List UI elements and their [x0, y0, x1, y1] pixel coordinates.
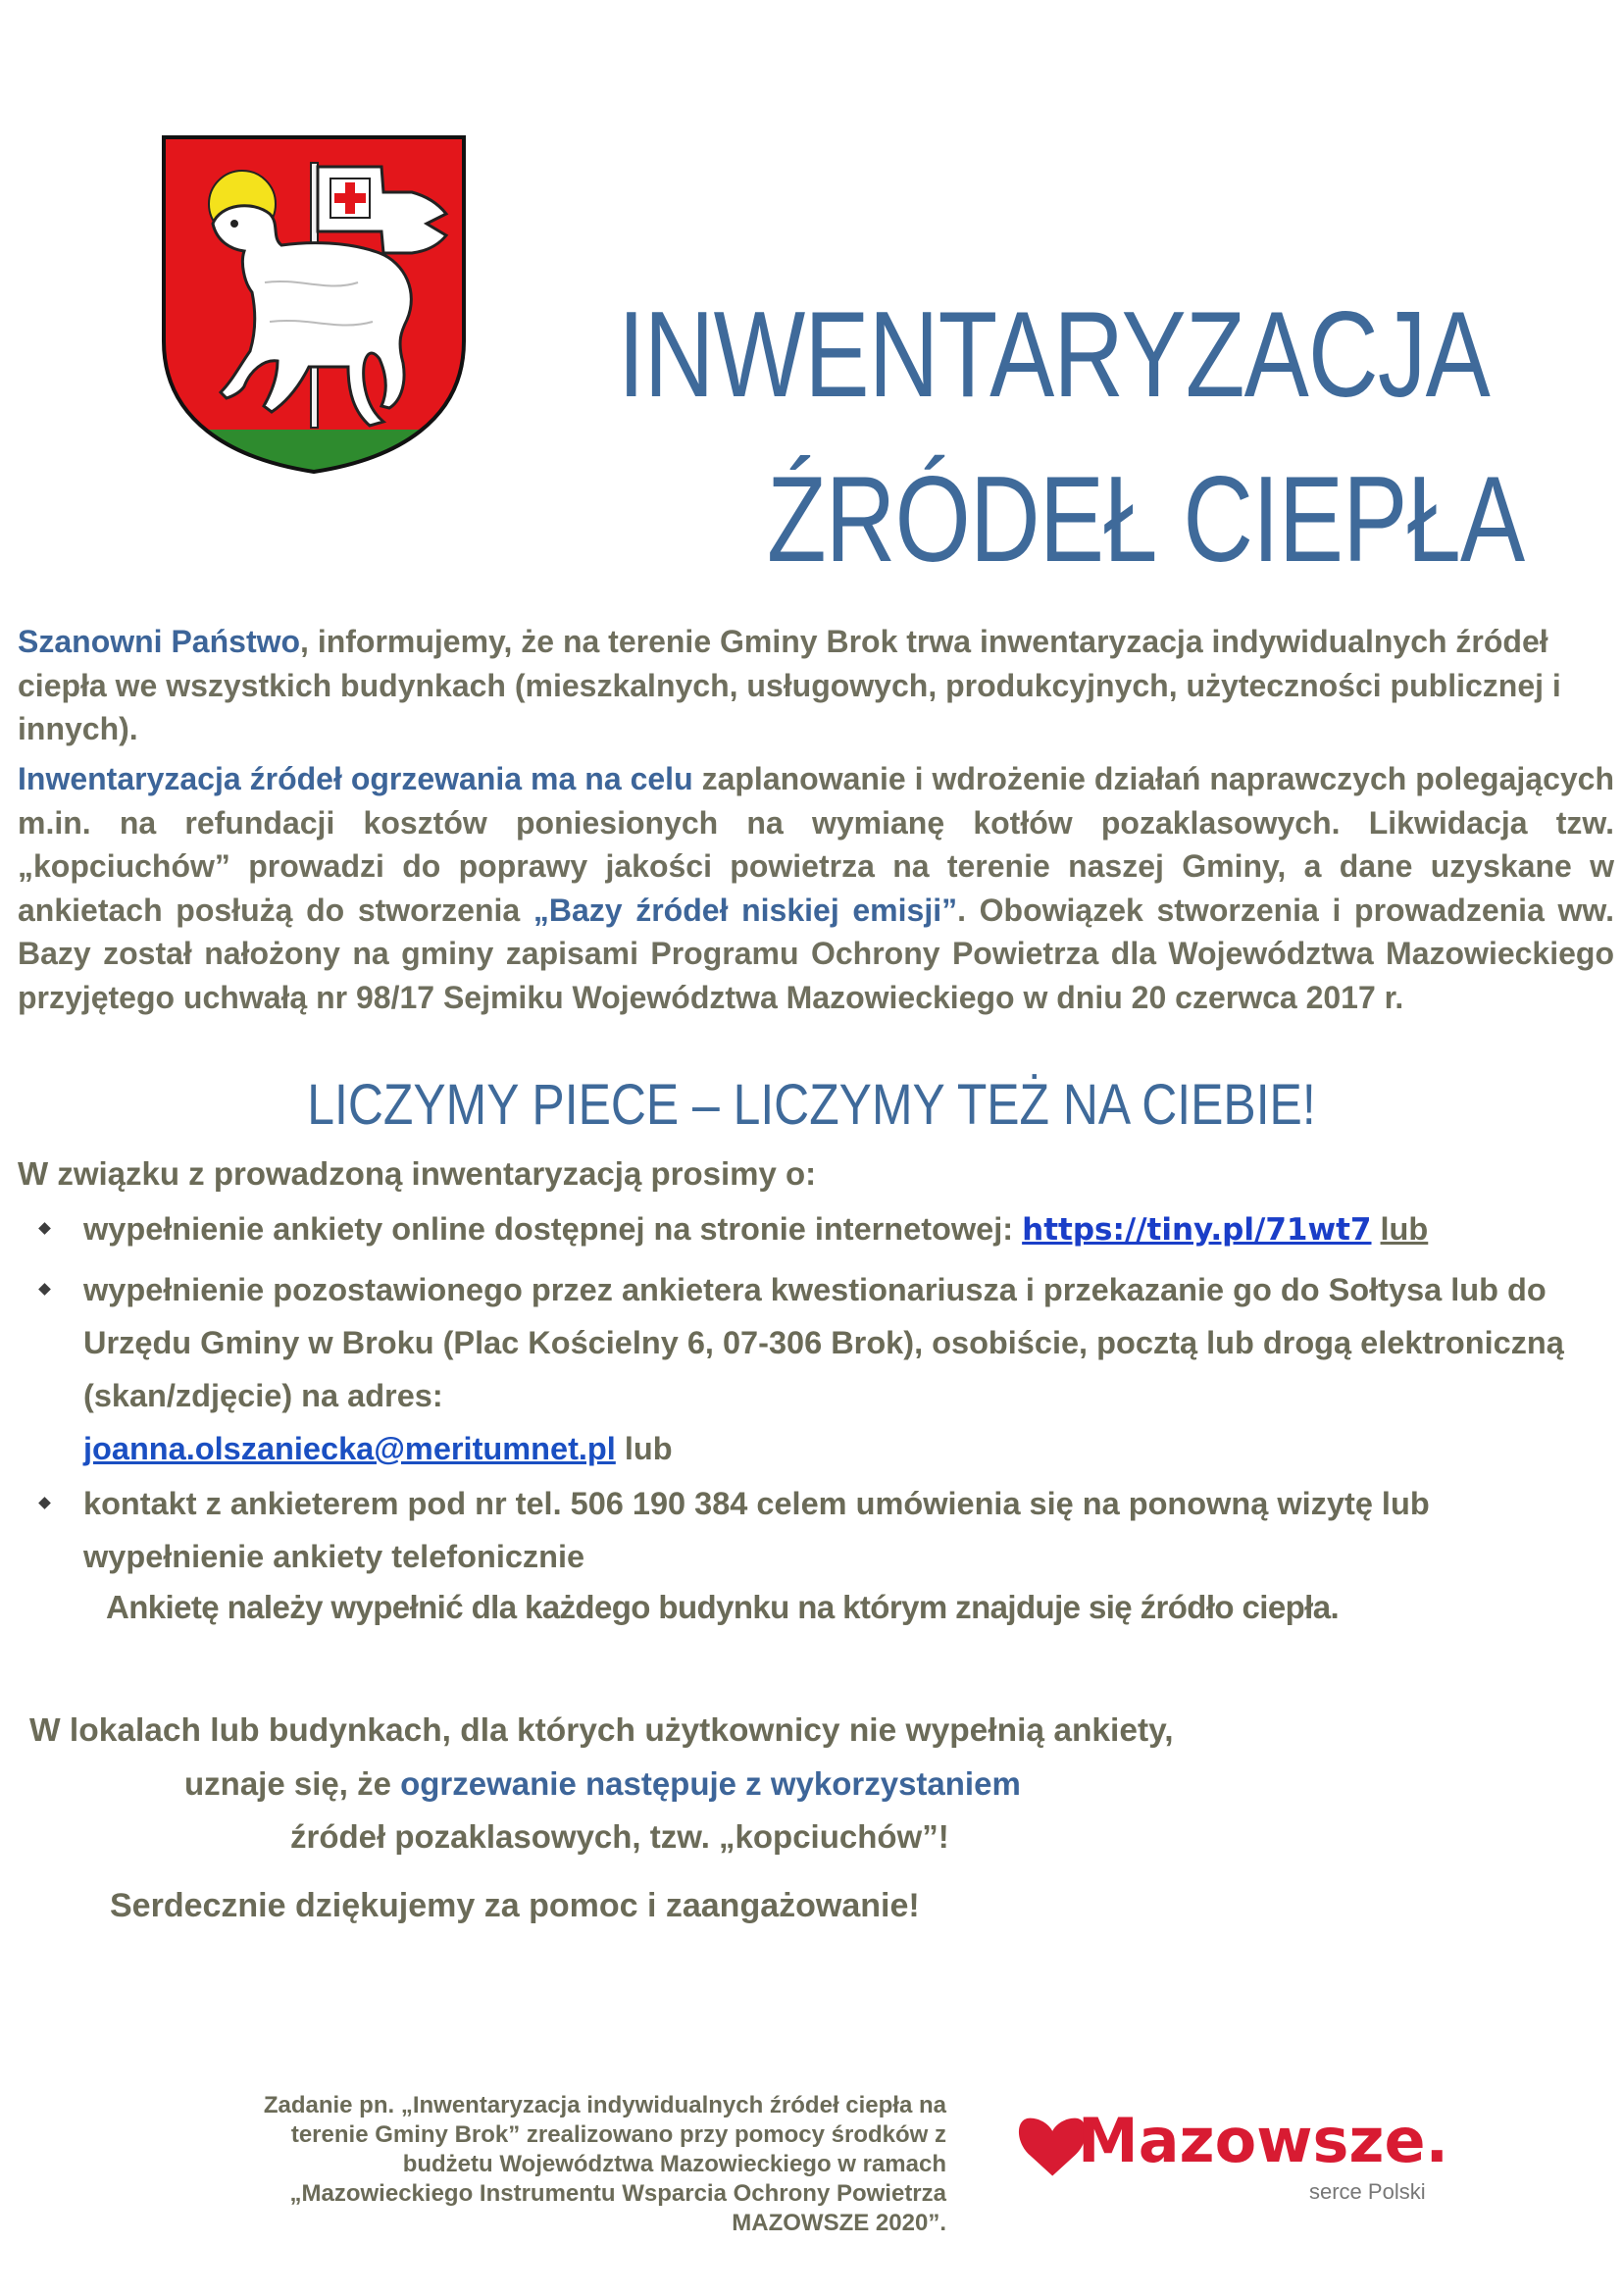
- page-title-line-1: INWENTARYZACJA: [618, 287, 1491, 423]
- coat-of-arms-icon: [162, 135, 466, 474]
- request-heading: W związku z prowadzoną inwentaryzacją prosimy o:: [18, 1155, 817, 1192]
- footer-funding-note: [196, 2091, 946, 2238]
- purpose-text-a: zaplanowanie i wdrożenie działań naprawczych polegających m.in. na refundacji kosztów poniesionych na wymianę kotłów pozaklasowych. Likwidacja tzw. „kopciuchów” prowadzi do poprawy jakości powietrza na terenie naszej Gminy, a dane uzyskane w ankietach posłużą do stworzenia: [18, 761, 1615, 928]
- bullet-icon: [38, 1497, 51, 1509]
- bullet1-suffix: lub: [1380, 1211, 1429, 1247]
- footer-line-5: MAZOWSZE 2020”.: [732, 2210, 946, 2236]
- closing-line-2-b: ogrzewanie następuje z wykorzystaniem: [400, 1765, 1021, 1802]
- footer-line-4: „Mazowieckiego Instrumentu Wsparcia Ochrony Powietrza: [289, 2180, 946, 2207]
- list-item-online-survey: [83, 1202, 1613, 1256]
- closing-line-2-a: uznaje się, że: [184, 1765, 401, 1802]
- thanks-text: Serdecznie dziękujemy za pomoc i zaangażowanie!: [110, 1887, 920, 1924]
- bullet1-text: wypełnienie ankiety online dostępnej na stronie internetowej:: [83, 1211, 1023, 1247]
- bullet2-suffix: lub: [615, 1431, 673, 1466]
- page-title-line-2: ŹRÓDEŁ CIEPŁA: [767, 452, 1525, 587]
- footer-line-1: Zadanie pn. „Inwentaryzacja indywidualnych źródeł ciepła na: [263, 2092, 946, 2118]
- footer-line-3: budżetu Województwa Mazowieckiego w ramach: [402, 2151, 946, 2177]
- fill-note: Ankietę należy wypełnić dla każdego budynku na którym znajduje się źródło ciepła.: [106, 1589, 1340, 1625]
- intro-highlight: Szanowni Państwo: [18, 624, 301, 659]
- purpose-paragraph: [18, 757, 1614, 1019]
- closing-line-2: [184, 1765, 1021, 1803]
- footer-line-2: terenie Gminy Brok” zrealizowano przy pomocy środków z: [290, 2121, 946, 2148]
- list-item-phone-contact: [83, 1477, 1613, 1583]
- purpose-highlight: Inwentaryzacja źródeł ogrzewania ma na celu: [18, 761, 693, 796]
- bullet-icon: [38, 1283, 51, 1296]
- intro-text: , informujemy, że na terenie Gminy Brok trwa inwentaryzacja indywidualnych źródeł ciepła we wszystkich budynkach (mieszkalnych, usługowych, produkcyjnych, użyteczności publicznej i innych).: [18, 624, 1561, 746]
- closing-line-3: źródeł pozaklasowych, tzw. „kopciuchów”!: [290, 1818, 949, 1855]
- list-item-paper-survey: [83, 1263, 1613, 1475]
- bullet3-text: kontakt z ankieterem pod nr tel. 506 190 384 celem umówienia się na ponowną wizytę lub wypełnienie ankiety telefonicznie: [83, 1486, 1430, 1574]
- bullet2-text: wypełnienie pozostawionego przez ankietera kwestionariusza i przekazanie go do Sołtysa lub do Urzędu Gminy w Broku (Plac Kościelny 6, 07-306 Brok), osobiście, pocztą lub drogą elektroniczną (skan/zdjęcie) na adres:: [83, 1272, 1564, 1413]
- mazowsze-logo: [1015, 2101, 1486, 2209]
- slogan: LICZYMY PIECE – LICZYMY TEŻ NA CIEBIE!: [307, 1073, 1316, 1137]
- intro-paragraph: [18, 620, 1614, 751]
- survey-link[interactable]: https://tiny.pl/71wt7: [1022, 1212, 1372, 1248]
- logo-wordmark: Mazowsze.: [1078, 2105, 1449, 2176]
- bullet-icon: [38, 1222, 51, 1235]
- logo-tagline: serce Polski: [1309, 2179, 1426, 2204]
- email-link[interactable]: joanna.olszaniecka@meritumnet.pl: [83, 1431, 616, 1466]
- purpose-text-b: . Obowiązek stworzenia i prowadzenia ww. Bazy został nałożony na gminy zapisami Programu Ochrony Powietrza dla Województwa Mazowieckiego przyjętego uchwałą nr 98/17 Sejmiku Województwa Mazowieckiego w dniu 20 czerwca 2017 r.: [18, 892, 1615, 1015]
- closing-line-1: W lokalach lub budynkach, dla których użytkownicy nie wypełnią ankiety,: [29, 1712, 1174, 1749]
- purpose-highlight-b: „Bazy źródeł niskiej emisji”: [533, 892, 958, 928]
